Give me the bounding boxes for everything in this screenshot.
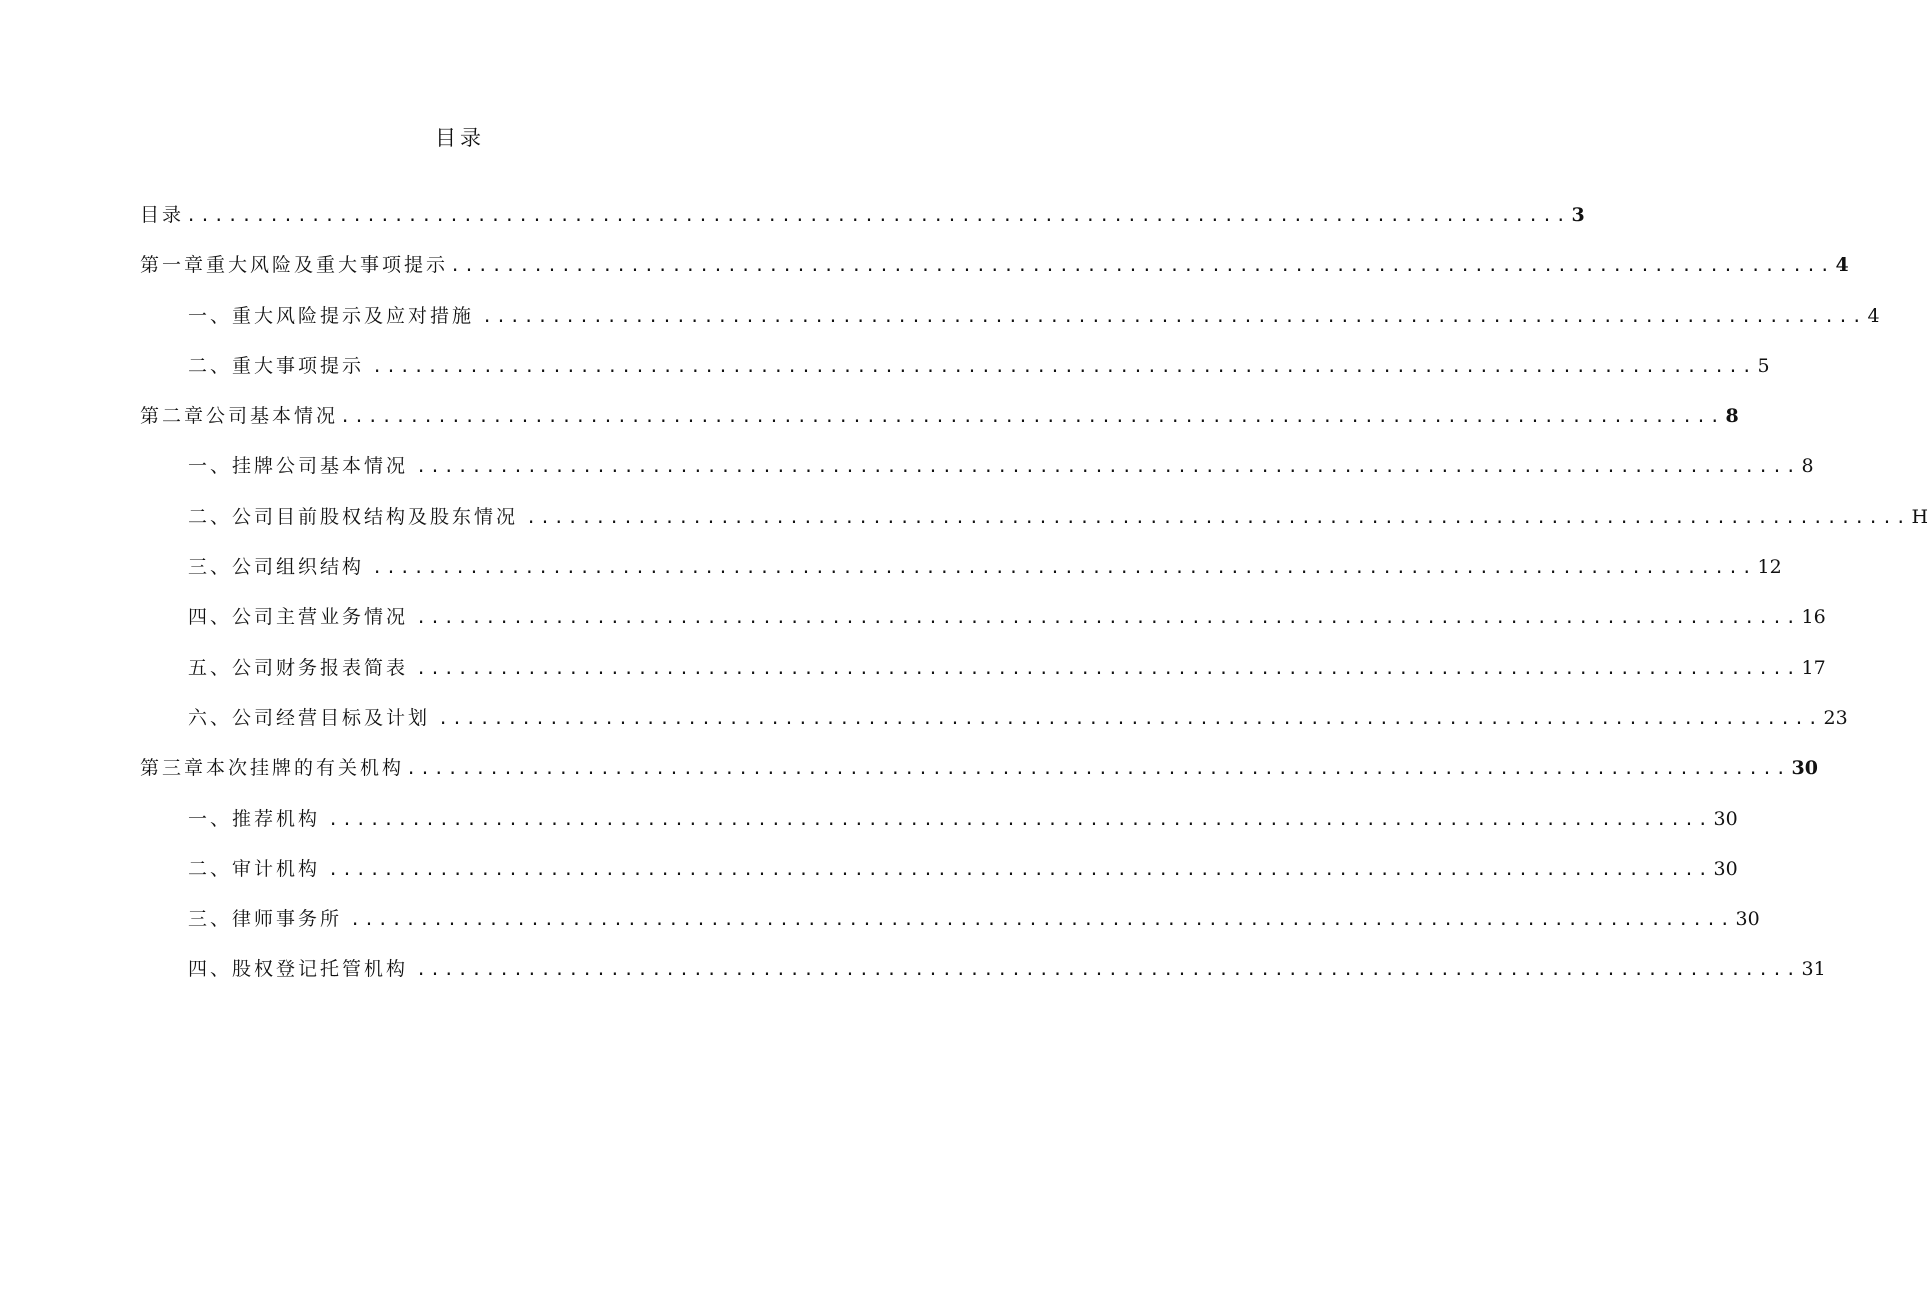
dot-leader: .................................................................................................... — [416, 608, 1800, 629]
toc-entry-1-2[interactable] — [140, 341, 1770, 391]
toc-entry-2-4[interactable] — [140, 592, 1826, 642]
toc-page-number: 8 — [1725, 405, 1739, 428]
toc-entry-label: 一、推荐机构 — [188, 807, 321, 830]
toc-entry-label: 第三章本次挂牌的有关机构 — [140, 757, 405, 780]
toc-page-number: 31 — [1801, 958, 1826, 981]
toc-entry-2-2[interactable] — [140, 492, 1928, 542]
toc-page-number: 30 — [1713, 857, 1738, 880]
toc-entry-3-2[interactable] — [140, 844, 1738, 894]
toc-entry-label: 四、股权登记托管机构 — [188, 958, 409, 981]
dot-leader: .................................................................................................... — [372, 558, 1756, 579]
toc-page-number: 5 — [1757, 354, 1770, 377]
toc-entry-chapter-3[interactable] — [140, 743, 1818, 793]
toc-page-number: 30 — [1735, 908, 1760, 931]
toc-entry-label: 六、公司经营目标及计划 — [188, 706, 431, 729]
dot-leader: .................................................................................................... — [186, 206, 1570, 226]
toc-entry-chapter-2[interactable] — [140, 391, 1739, 441]
toc-entry-label: 一、重大风险提示及应对措施 — [188, 304, 475, 327]
toc-entry-3-1[interactable] — [140, 794, 1738, 844]
toc-entry-3-3[interactable] — [140, 894, 1760, 944]
toc-page-number: 16 — [1801, 606, 1826, 629]
toc-page-number: 30 — [1791, 757, 1818, 780]
toc-page-number: H — [1911, 505, 1928, 528]
table-of-contents — [140, 190, 1928, 995]
toc-entry-1-1[interactable] — [140, 291, 1880, 341]
dot-leader: .................................................................................................... — [372, 356, 1756, 377]
toc-entry-chapter-1[interactable] — [140, 240, 1849, 290]
toc-entry-3-4[interactable] — [140, 944, 1826, 994]
toc-page-number: 4 — [1835, 254, 1849, 277]
dot-leader: .................................................................................................... — [406, 759, 1790, 780]
dot-leader: .................................................................................................... — [526, 507, 1910, 528]
toc-entry-label: 一、挂牌公司基本情况 — [188, 455, 409, 478]
toc-page-number: 4 — [1867, 304, 1880, 327]
page-title: 目录 — [435, 126, 485, 150]
toc-entry-label: 二、重大事项提示 — [188, 354, 365, 377]
toc-entry-label: 三、公司组织结构 — [188, 556, 365, 579]
toc-page-number: 8 — [1801, 455, 1814, 478]
toc-entry-contents[interactable] — [140, 190, 1585, 240]
dot-leader: .................................................................................................... — [340, 407, 1724, 428]
dot-leader: .................................................................................................... — [328, 859, 1712, 880]
toc-entry-2-1[interactable] — [140, 441, 1814, 491]
dot-leader: .................................................................................................... — [416, 457, 1800, 478]
toc-page-number: 17 — [1801, 656, 1826, 679]
dot-leader: .................................................................................................... — [438, 708, 1822, 729]
toc-page-number: 23 — [1823, 706, 1848, 729]
dot-leader: .................................................................................................... — [482, 306, 1866, 327]
toc-entry-2-5[interactable] — [140, 643, 1826, 693]
toc-entry-label: 二、审计机构 — [188, 857, 321, 880]
toc-entry-label: 二、公司目前股权结构及股东情况 — [188, 505, 519, 528]
toc-page-number: 12 — [1757, 556, 1782, 579]
toc-entry-label: 目录 — [140, 204, 185, 226]
toc-entry-label: 四、公司主营业务情况 — [188, 606, 409, 629]
toc-entry-2-3[interactable] — [140, 542, 1782, 592]
toc-entry-2-6[interactable] — [140, 693, 1848, 743]
dot-leader: .................................................................................................... — [328, 809, 1712, 830]
dot-leader: .................................................................................................... — [416, 960, 1800, 981]
dot-leader: .................................................................................................... — [350, 910, 1734, 931]
toc-entry-label: 第二章公司基本情况 — [140, 405, 339, 428]
toc-page-number: 3 — [1571, 204, 1585, 226]
toc-entry-label: 第一章重大风险及重大事项提示 — [140, 254, 449, 277]
toc-entry-label: 三、律师事务所 — [188, 908, 343, 931]
toc-page-number: 30 — [1713, 807, 1738, 830]
dot-leader: .................................................................................................... — [450, 256, 1834, 277]
toc-entry-label: 五、公司财务报表简表 — [188, 656, 409, 679]
dot-leader: .................................................................................................... — [416, 658, 1800, 679]
